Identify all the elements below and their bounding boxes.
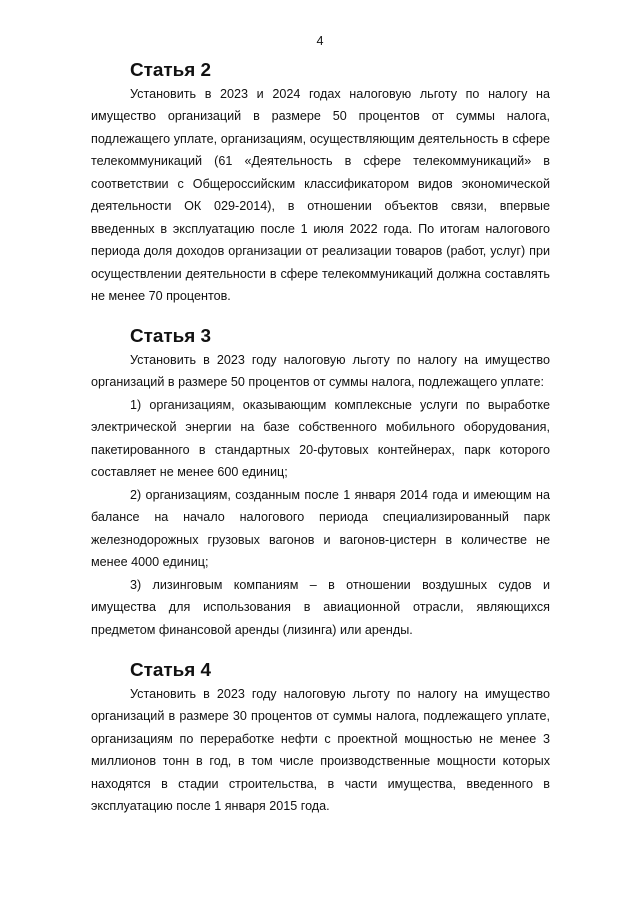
article-paragraph: Установить в 2023 году налоговую льготу по налогу на имущество организаций в размере 30 процентов от суммы налога, подлежащего уплате, организациям по переработке нефти с проектной мощностью не менее 3 миллионов тонн в год, в том числе производственные мощности которых находятся в стадии строительства, в части имущества, введенного в эксплуатацию после 1 января 2015 года. bbox=[91, 686, 550, 813]
page-number: 4 bbox=[316, 34, 324, 48]
article-4 bbox=[91, 660, 550, 818]
article-list-item-3: 3) лизинговым компаниям – в отношении воздушных судов и имущества для использования в авиационной отрасли, являющихся предметом финансовой аренды (лизинга) или аренды. bbox=[91, 577, 550, 637]
article-title: Статья 4 bbox=[130, 660, 212, 681]
article-list-item-1: 1) организациям, оказывающим комплексные услуги по выработке электрической энергии на базе собственного мобильного оборудования, пакетированного в стандартных 20-футовых контейнерах, парк которого составляет не менее 600 единиц; bbox=[91, 397, 550, 479]
article-title: Статья 3 bbox=[130, 326, 212, 347]
article-paragraph: Установить в 2023 году налоговую льготу по налогу на имущество организаций в размере 50 процентов от суммы налога, подлежащего уплате: bbox=[91, 352, 550, 389]
article-3 bbox=[91, 326, 550, 641]
article-paragraph: Установить в 2023 и 2024 годах налоговую льготу по налогу на имущество организаций в размере 50 процентов от суммы налога, подлежащего уплате, организациям, осуществляющим деятельность в сфере телекоммуникаций (61 «Деятельность в сфере телекоммуникаций» в соответствии с Общероссийским классификатором видов экономической деятельности ОК 029-2014), в отношении объектов связи, впервые введенных в эксплуатацию после 1 июля 2022 года. По итогам налогового периода доля доходов организации от реализации товаров (работ, услуг) при осуществлении деятельности в сфере телекоммуникаций должна составлять не менее 70 процентов. bbox=[91, 86, 550, 303]
article-list-item-2: 2) организациям, созданным после 1 января 2014 года и имеющим на балансе на начало налогового периода специализированный парк железнодорожных грузовых вагонов и вагонов-цистерн в количестве не менее 4000 единиц; bbox=[91, 487, 550, 569]
article-2 bbox=[91, 60, 550, 308]
article-title: Статья 2 bbox=[130, 60, 212, 81]
